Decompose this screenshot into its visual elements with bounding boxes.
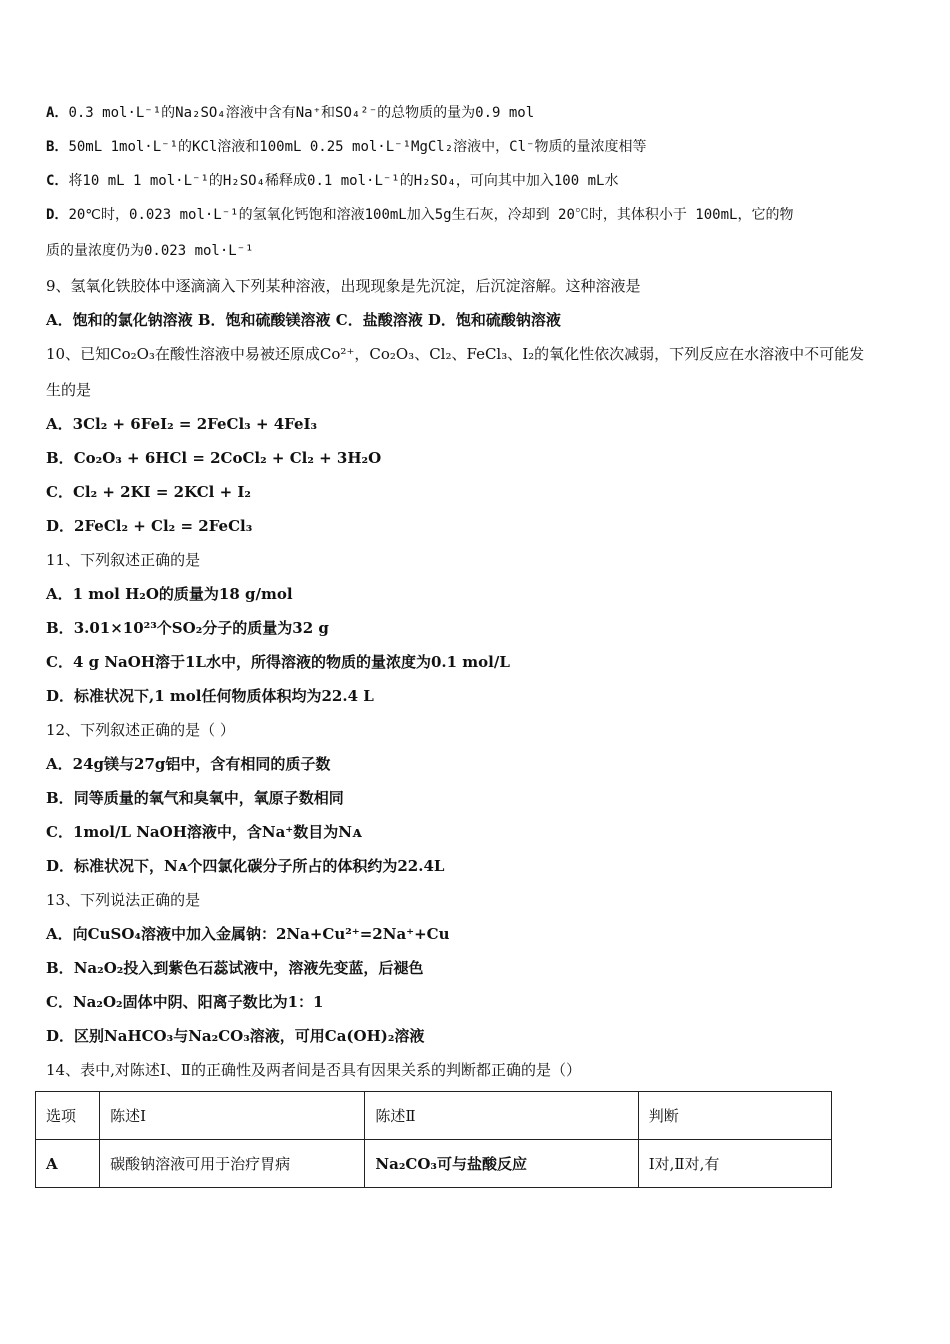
option-text: 3.01×10²³个SO₂分子的质量为32 g	[73, 619, 329, 637]
option-label: B．	[46, 449, 74, 467]
option-text: 区别NaHCO₃与Na₂CO₃溶液，可用Ca(OH)₂溶液	[74, 1027, 425, 1045]
q8-option-c	[46, 171, 916, 191]
q11-option-c	[46, 652, 916, 672]
q11-option-d	[46, 686, 916, 706]
option-label: A．	[46, 925, 73, 943]
option-text: 将10 mL 1 mol·L⁻¹的H₂SO₄稀释成0.1 mol·L⁻¹的H₂SO₄，可向其中加入100 mL水	[68, 173, 619, 189]
option-label: C．	[46, 823, 73, 841]
q10-option-b	[46, 448, 916, 468]
option-text: Na₂O₂固体中阴、阳离子数比为1：1	[72, 993, 324, 1011]
q12-option-c	[46, 822, 916, 842]
q10-stem: 10、已知Co₂O₃在酸性溶液中易被还原成Co²⁺，Co₂O₃、Cl₂、FeCl₃、I₂的氧化性依次减弱，下列反应在水溶液中不可能发	[46, 345, 865, 363]
option-text: 20℃时，0.023 mol·L⁻¹的氢氧化钙饱和溶液100mL加入5g生石灰，冷却到 20℃时，其体积小于 100mL，它的物	[68, 207, 794, 223]
option-text: 标准状况下，Nᴀ个四氯化碳分子所占的体积约为22.4L	[74, 857, 445, 875]
option-label: C．	[46, 483, 73, 501]
option-label: B．	[46, 139, 69, 155]
q14-table	[35, 1091, 832, 1188]
q10-stem-cont: 生的是	[46, 381, 92, 399]
table-cell: Na₂CO₃可与盐酸反应	[365, 1140, 638, 1188]
option-label: C．	[46, 173, 69, 189]
option-text: 3Cl₂ + 6FeI₂ = 2FeCl₃ + 4FeI₃	[72, 415, 318, 433]
option-text: 1 mol H₂O的质量为18 g/mol	[72, 585, 293, 603]
option-text: Na₂O₂投入到紫色石蕊试液中，溶液先变蓝，后褪色	[73, 959, 424, 977]
option-label: A．	[46, 105, 69, 121]
option-label: D．	[46, 1027, 75, 1045]
q13-stem: 13、下列说法正确的是	[46, 891, 201, 909]
option-text: 同等质量的氧气和臭氧中，氧原子数相同	[73, 789, 344, 807]
option-text: 向CuSO₄溶液中加入金属钠：2Na+Cu²⁺=2Na⁺+Cu	[72, 925, 450, 943]
q14-stem: 14、表中,对陈述Ⅰ、Ⅱ的正确性及两者间是否具有因果关系的判断都正确的是（）	[46, 1061, 581, 1079]
option-text: Co₂O₃ + 6HCl = 2CoCl₂ + Cl₂ + 3H₂O	[73, 449, 382, 467]
table-cell: 碳酸钠溶液可用于治疗胃病	[100, 1140, 365, 1188]
table-header-cell: 判断	[638, 1092, 831, 1140]
option-label: C．	[46, 993, 73, 1011]
q13-option-d	[46, 1026, 916, 1046]
table-header-cell: 选项	[36, 1092, 100, 1140]
q8-option-d	[46, 205, 916, 225]
q13-option-a	[46, 924, 916, 944]
q10-option-a	[46, 414, 916, 434]
table-cell: Ⅰ对,Ⅱ对,有	[638, 1140, 831, 1188]
option-text: 标准状况下,1 mol任何物质体积均为22.4 L	[74, 687, 374, 705]
option-text: 2FeCl₂ + Cl₂ = 2FeCl₃	[74, 517, 253, 535]
table-header-cell: 陈述Ⅱ	[365, 1092, 638, 1140]
q12-option-b	[46, 788, 916, 808]
q13-option-c	[46, 992, 916, 1012]
q9-options: A．饱和的氯化钠溶液 B．饱和硫酸镁溶液 C．盐酸溶液 D．饱和硫酸钠溶液	[46, 311, 561, 329]
q12-option-d	[46, 856, 916, 876]
q11-option-a	[46, 584, 916, 604]
option-label: D．	[46, 687, 75, 705]
table-header-cell: 陈述Ⅰ	[100, 1092, 365, 1140]
q10-option-c	[46, 482, 916, 502]
table-header-row	[36, 1092, 832, 1140]
option-label: B．	[46, 959, 74, 977]
table-row	[36, 1140, 832, 1188]
q8-option-a	[46, 103, 916, 123]
option-text: 4 g NaOH溶于1L水中，所得溶液的物质的量浓度为0.1 mol/L	[72, 653, 510, 671]
option-text: 50mL 1mol·L⁻¹的KCl溶液和100mL 0.25 mol·L⁻¹MgCl₂溶液中，Cl⁻物质的量浓度相等	[68, 139, 647, 155]
option-text: 1mol/L NaOH溶液中，含Na⁺数目为Nᴀ	[72, 823, 362, 841]
option-text: Cl₂ + 2KI = 2KCl + I₂	[72, 483, 251, 501]
q11-stem: 11、下列叙述正确的是	[46, 551, 201, 569]
q12-stem: 12、下列叙述正确的是（ ）	[46, 721, 235, 739]
q8-option-d-cont: 质的量浓度仍为0.023 mol·L⁻¹	[46, 243, 254, 259]
option-label: A．	[46, 755, 73, 773]
option-label: D．	[46, 207, 69, 223]
option-text: 24g镁与27g铝中，含有相同的质子数	[72, 755, 331, 773]
q13-option-b	[46, 958, 916, 978]
option-label: D．	[46, 857, 75, 875]
option-label: C．	[46, 653, 73, 671]
option-label: D．	[46, 517, 75, 535]
option-label: B．	[46, 619, 74, 637]
q8-option-b	[46, 137, 916, 157]
option-text: 0.3 mol·L⁻¹的Na₂SO₄溶液中含有Na⁺和SO₄²⁻的总物质的量为0.9 mol	[68, 105, 535, 121]
option-label: A．	[46, 585, 73, 603]
q12-option-a	[46, 754, 916, 774]
table-cell: A	[36, 1140, 100, 1188]
option-label: A．	[46, 415, 73, 433]
option-label: B．	[46, 789, 74, 807]
q10-option-d	[46, 516, 916, 536]
q9-stem: 9、氢氧化铁胶体中逐滴滴入下列某种溶液，出现现象是先沉淀，后沉淀溶解。这种溶液是	[46, 277, 641, 295]
q11-option-b	[46, 618, 916, 638]
